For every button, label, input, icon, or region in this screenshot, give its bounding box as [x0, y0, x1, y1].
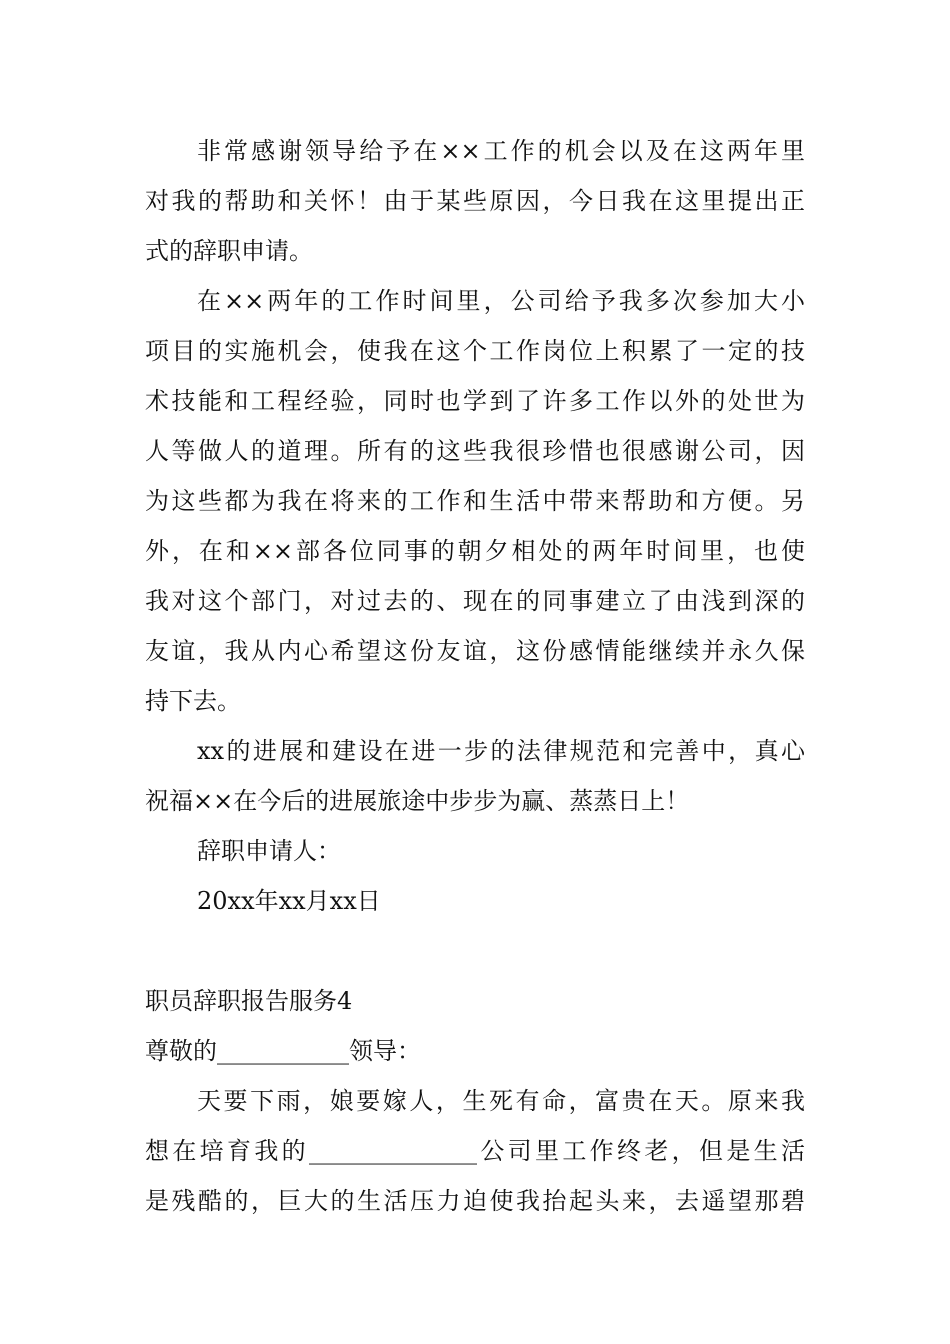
signature-date: 20xx年xx月xx日	[197, 887, 381, 915]
paragraph-3-line-1: xx的进展和建设在进一步的法律规范和完善中，真心	[197, 737, 805, 765]
salutation: 尊敬的___________领导：	[145, 1037, 421, 1065]
section-title: 职员辞职报告服务4	[145, 987, 353, 1015]
paragraph-4-line-3: 是残酷的，巨大的生活压力迫使我抬起头来，去遥望那碧	[145, 1187, 805, 1215]
paragraph-2-line-2: 项目的实施机会，使我在这个工作岗位上积累了一定的技	[145, 337, 805, 365]
paragraph-2-line-5: 为这些都为我在将来的工作和生活中带来帮助和方便。另	[145, 487, 805, 515]
paragraph-2-line-3: 术技能和工程经验，同时也学到了许多工作以外的处世为	[145, 387, 805, 415]
paragraph-2-line-9: 持下去。	[145, 687, 241, 715]
paragraph-4-line-1: 天要下雨，娘要嫁人，生死有命，富贵在天。原来我	[197, 1087, 805, 1115]
paragraph-3-line-2: 祝福××在今后的进展旅途中步步为赢、蒸蒸日上！	[145, 787, 690, 815]
paragraph-2-line-4: 人等做人的道理。所有的这些我很珍惜也很感谢公司，因	[145, 437, 805, 465]
paragraph-1-line-3: 式的辞职申请。	[145, 237, 313, 265]
paragraph-4-line-2: 想在培育我的______________公司里工作终老，但是生活	[145, 1137, 805, 1165]
signature-label: 辞职申请人：	[197, 837, 341, 865]
paragraph-1-line-1: 非常感谢领导给予在××工作的机会以及在这两年里	[197, 137, 805, 165]
paragraph-2-line-8: 友谊，我从内心希望这份友谊，这份感情能继续并永久保	[145, 637, 805, 665]
paragraph-1-line-2: 对我的帮助和关怀！由于某些原因，今日我在这里提出正	[145, 187, 805, 215]
paragraph-2-line-1: 在××两年的工作时间里，公司给予我多次参加大小	[197, 287, 805, 315]
paragraph-2-line-6: 外，在和××部各位同事的朝夕相处的两年时间里，也使	[145, 537, 805, 565]
paragraph-2-line-7: 我对这个部门，对过去的、现在的同事建立了由浅到深的	[145, 587, 805, 615]
